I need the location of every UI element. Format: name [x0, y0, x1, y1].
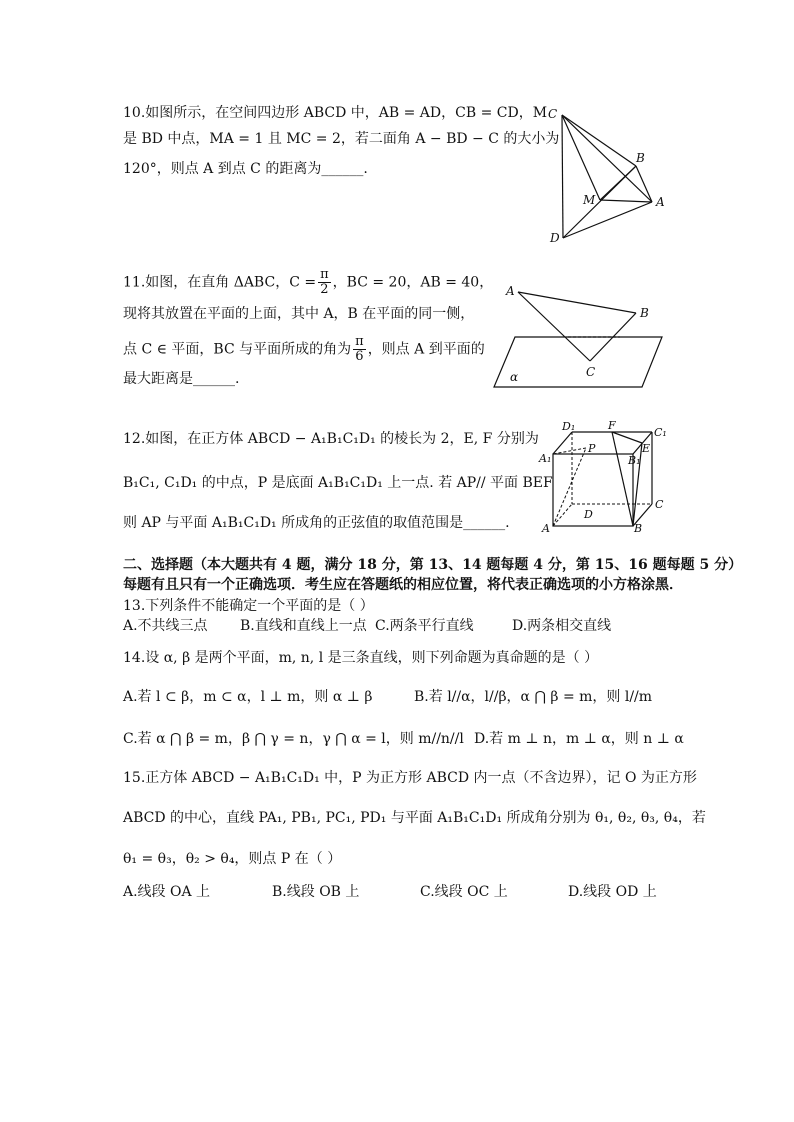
- q11-line1-post: ，BC = 20，AB = 40，: [332, 274, 494, 291]
- q12-label-B1: B₁: [628, 454, 641, 467]
- q14-stem: 14.设 α, β 是两个平面，m, n, l 是三条直线，则下列命题为真命题的是（ ）: [123, 650, 599, 666]
- q10-edge-MA: [600, 200, 652, 202]
- q12-line2: B₁C₁, C₁D₁ 的中点，P 是底面 A₁B₁C₁D₁ 上一点. 若 AP// 平面 BEF: [123, 475, 553, 491]
- q12-label-C1: C₁: [654, 426, 667, 439]
- q12-label-P: P: [588, 442, 596, 455]
- q12-edge-AP: [553, 448, 586, 526]
- q14-option-c: C.若 α ⋂ β = m，β ⋂ γ = n，γ ⋂ α = l，则 m//n//l: [123, 731, 464, 747]
- q10-edge-BA: [636, 166, 652, 202]
- q15-option-c: C.线段 OC 上: [420, 884, 508, 900]
- q12-label-A: A: [542, 522, 550, 535]
- q11-label-alpha: α: [510, 370, 519, 384]
- q12-label-D1: D₁: [562, 420, 576, 433]
- q10-label-D: D: [550, 231, 560, 245]
- q11-plane-alpha: [494, 337, 662, 387]
- q11-line1: [123, 268, 493, 297]
- q12-edge-BF: [612, 432, 633, 526]
- q15-line3: θ₁ = θ₃，θ₂ > θ₄，则点 P 在（ ）: [123, 851, 342, 867]
- q13-option-c: C.两条平行直线: [375, 618, 474, 634]
- q15-option-d: D.线段 OD 上: [568, 884, 657, 900]
- q11-frac2-den: 6: [355, 349, 364, 364]
- q11-frac1-den: 2: [320, 282, 329, 297]
- q15-option-b: B.线段 OB 上: [272, 884, 360, 900]
- q10-figure: [540, 100, 680, 250]
- q12-label-B: B: [634, 522, 643, 535]
- q10-label-M: M: [583, 193, 596, 207]
- q12-edge-EF: [612, 432, 642, 443]
- section2-title: 二、选择题（本大题共有 4 题，满分 18 分，第 13、14 题每题 4 分，第 15、16 题每题 5 分）: [123, 557, 743, 573]
- q13-option-b: B.直线和直线上一点: [240, 618, 367, 634]
- q14-option-b: B.若 l//α，l//β，α ⋂ β = m，则 l//m: [414, 689, 653, 705]
- q12-label-C: C: [655, 498, 664, 511]
- q12-line3: 则 AP 与平面 A₁B₁C₁D₁ 所成角的正弦值的取值范围是______.: [123, 515, 510, 531]
- q12-label-D: D: [584, 508, 593, 521]
- q10-line1: 10.如图所示，在空间四边形 ABCD 中，AB = AD，CB = CD，M: [123, 105, 548, 121]
- q15-line1: 15.正方体 ABCD − A₁B₁C₁D₁ 中，P 为正方形 ABCD 内一点（不含边界），记 O 为正方形: [123, 770, 697, 786]
- q15-option-a: A.线段 OA 上: [123, 884, 211, 900]
- q11-frac1-num: π: [320, 267, 329, 282]
- q12-figure: [538, 418, 678, 538]
- q10-label-B: B: [636, 151, 645, 165]
- q13-option-d: D.两条相交直线: [512, 618, 612, 634]
- section2-instructions: 每题有且只有一个正确选项．考生应在答题纸的相应位置，将代表正确选项的小方格涂黑．: [123, 577, 683, 593]
- q11-line3: [123, 335, 485, 364]
- q11-line3-post: ，则点 A 到平面的: [367, 341, 485, 358]
- q11-label-C: C: [586, 365, 596, 379]
- q14-option-a: A.若 l ⊂ β，m ⊂ α，l ⊥ m，则 α ⊥ β: [123, 689, 373, 705]
- q11-edge-AB: [518, 292, 636, 313]
- q11-line4: 最大距离是______.: [123, 371, 240, 387]
- q11-label-B: B: [640, 306, 649, 320]
- q11-angle-fraction: [353, 335, 366, 364]
- q12-line1: 12.如图，在正方体 ABCD − A₁B₁C₁D₁ 的棱长为 2，E, F 分别为: [123, 431, 539, 447]
- q11-label-A: A: [506, 284, 515, 298]
- q10-line3: 120°，则点 A 到点 C 的距离为______.: [123, 161, 368, 177]
- q12-label-F: F: [608, 419, 616, 432]
- q14-option-d: D.若 m ⊥ n，m ⊥ α，则 n ⊥ α: [474, 731, 684, 747]
- q11-frac2-num: π: [355, 334, 364, 349]
- q12-front-face: [553, 454, 633, 526]
- q11-angle-c-fraction: [318, 268, 331, 297]
- q13-stem: 13.下列条件不能确定一个平面的是（ ）: [123, 598, 374, 614]
- q12-label-A1: A₁: [539, 452, 552, 465]
- q10-label-A: A: [656, 195, 665, 209]
- q10-edge-MB: [600, 166, 636, 200]
- q10-edge-CD: [562, 115, 563, 238]
- q15-line2: ABCD 的中心，直线 PA₁, PB₁, PC₁, PD₁ 与平面 A₁B₁C₁D₁ 所成角分别为 θ₁, θ₂, θ₃, θ₄，若: [123, 810, 706, 826]
- q11-figure: [490, 275, 670, 393]
- q10-edge-DA: [563, 202, 652, 238]
- q11-line2: 现将其放置在平面的上面，其中 A，B 在平面的同一侧，: [123, 306, 475, 322]
- q11-line3-pre: 点 C ∈ 平面，BC 与平面所成的角为: [123, 341, 352, 358]
- q11-line1-pre: 11.如图，在直角 ΔABC，C =: [123, 274, 317, 291]
- q10-label-C: C: [548, 107, 558, 121]
- q10-line2: 是 BD 中点，MA = 1 且 MC = 2，若二面角 A − BD − C 的大小为: [123, 131, 560, 147]
- q13-option-a: A.不共线三点: [123, 618, 208, 634]
- q12-label-E: E: [642, 442, 651, 455]
